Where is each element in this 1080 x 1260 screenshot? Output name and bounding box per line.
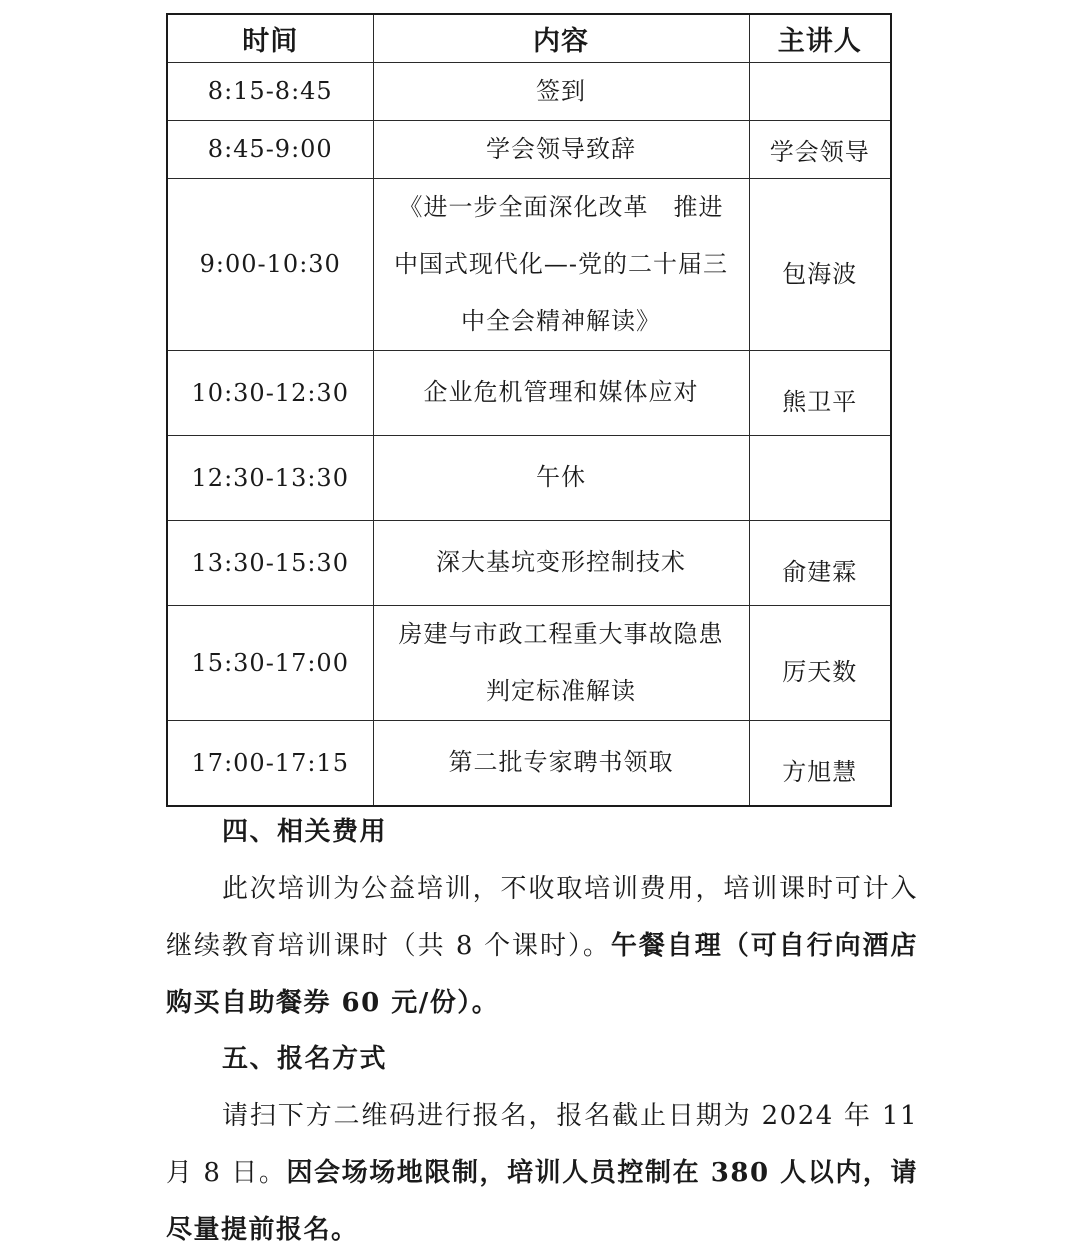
registration-paragraph <box>166 1088 918 1259</box>
table-row <box>167 720 891 806</box>
row-content: 深大基坑变形控制技术 <box>373 520 749 605</box>
registration-text: 请扫下方二维码进行报名，报名截止日期为 2024 年 11 月 8 日。 <box>166 1101 918 1188</box>
registration-section <box>166 1031 918 1259</box>
lunch-note: 午餐自理（可自行向酒店购买自助餐券 60 元/份）。 <box>166 931 918 1018</box>
row-speaker: 熊卫平 <box>749 350 891 435</box>
row-time: 12:30-13:30 <box>167 435 373 520</box>
row-speaker: 方旭慧 <box>749 720 891 806</box>
row-speaker: 学会领导 <box>749 120 891 178</box>
fees-text: 此次培训为公益培训，不收取培训费用，培训课时可计入继续教育培训课时（共 8 个课时）。 <box>166 874 918 961</box>
row-time: 15:30-17:00 <box>167 605 373 720</box>
fees-heading: 四、相关费用 <box>222 817 388 847</box>
table-row <box>167 435 891 520</box>
row-content: 第二批专家聘书领取 <box>373 720 749 806</box>
row-content: 午休 <box>373 435 749 520</box>
fees-section <box>166 804 918 1032</box>
row-speaker: 厉天数 <box>749 605 891 720</box>
row-time: 13:30-15:30 <box>167 520 373 605</box>
row-content: 房建与市政工程重大事故隐患判定标准解读 <box>373 605 749 720</box>
row-content: 签到 <box>373 62 749 120</box>
row-time: 8:15-8:45 <box>167 62 373 120</box>
table-row <box>167 605 891 720</box>
table-header-row <box>167 14 891 62</box>
row-time: 9:00-10:30 <box>167 178 373 350</box>
registration-heading: 五、报名方式 <box>222 1044 388 1074</box>
table-row <box>167 520 891 605</box>
capacity-note: 因会场场地限制，培训人员控制在 380 人以内，请尽量提前报名。 <box>166 1158 918 1245</box>
row-time: 8:45-9:00 <box>167 120 373 178</box>
row-content: 企业危机管理和媒体应对 <box>373 350 749 435</box>
row-time: 17:00-17:15 <box>167 720 373 806</box>
row-content: 学会领导致辞 <box>373 120 749 178</box>
header-content: 内容 <box>373 14 749 62</box>
fees-paragraph <box>166 861 918 1032</box>
schedule-table <box>166 13 892 807</box>
header-speaker: 主讲人 <box>749 14 891 62</box>
row-speaker: 包海波 <box>749 178 891 350</box>
row-speaker: 俞建霖 <box>749 520 891 605</box>
table-row <box>167 62 891 120</box>
row-time: 10:30-12:30 <box>167 350 373 435</box>
table-row <box>167 120 891 178</box>
table-row <box>167 178 891 350</box>
row-speaker <box>749 62 891 120</box>
table-row <box>167 350 891 435</box>
row-content: 《进一步全面深化改革 推进中国式现代化—-党的二十届三中全会精神解读》 <box>373 178 749 350</box>
header-time: 时间 <box>167 14 373 62</box>
row-speaker <box>749 435 891 520</box>
